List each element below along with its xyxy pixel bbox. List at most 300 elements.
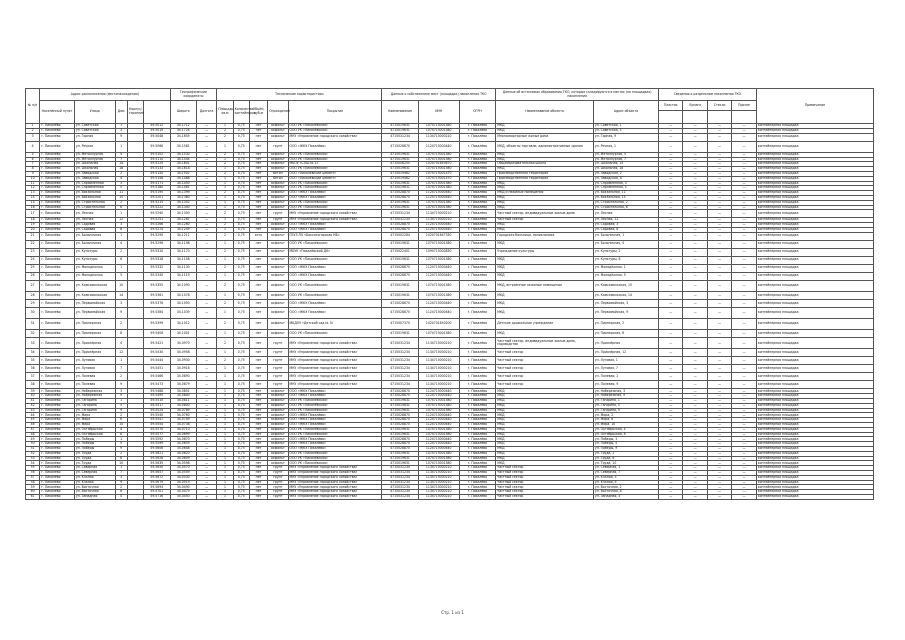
- row-lat: 59.5251: [144, 218, 171, 223]
- row-owner-address: г. Пикалёво: [459, 432, 496, 437]
- row-note: контейнерная площадка: [756, 475, 873, 480]
- row-sort-paper: —: [683, 191, 707, 196]
- row-settlement: г. Пикалёво: [40, 141, 75, 152]
- row-source-address: ул. Металлургов, 5: [593, 152, 658, 157]
- row-volume: 0,75: [233, 141, 249, 152]
- row-volume: 0,75: [233, 195, 249, 200]
- row-house: 10: [115, 280, 127, 291]
- row-sort-paper: —: [683, 466, 707, 471]
- waste-sites-register-table: [25, 88, 874, 500]
- row-count: 1: [217, 227, 233, 232]
- row-owner-ogrn: 1134715000210: [418, 471, 459, 476]
- row-count: 1: [217, 437, 233, 442]
- row-surface: асфальт: [268, 133, 288, 141]
- row-source-name: МКД: [496, 456, 594, 461]
- row-street: ул. Октябрьская: [74, 432, 115, 437]
- row-lon: 34.0800: [170, 403, 196, 408]
- row-volume: 0,75: [233, 394, 249, 399]
- row-volume: 0,75: [233, 461, 249, 466]
- row-fence: нет: [249, 200, 267, 205]
- row-num: 25: [26, 264, 40, 272]
- row-sort-plastic: —: [659, 423, 683, 428]
- row-owner-name: ООО УК «Пикалёвская»: [288, 181, 382, 186]
- row-owner-inn: 4715031234: [382, 338, 419, 349]
- row-owner-inn: 4715028870: [382, 389, 419, 394]
- row-note: контейнерная площадка: [756, 338, 873, 349]
- row-volume: 0,75: [233, 451, 249, 456]
- row-area: —: [196, 264, 216, 272]
- row-lat: 59.5399: [144, 319, 171, 330]
- row-volume: 0,75: [233, 200, 249, 205]
- row-owner-ogrn: 1074715001580: [418, 124, 459, 129]
- row-house: 1: [115, 437, 127, 442]
- row-sort-other: —: [732, 191, 756, 196]
- row-owner-address: г. Пикалёво: [459, 389, 496, 394]
- row-note: контейнерная площадка: [756, 210, 873, 218]
- row-owner-ogrn: 1134715000210: [418, 365, 459, 373]
- row-house: 8: [115, 490, 127, 495]
- row-house: 6: [115, 205, 127, 210]
- row-fence: нет: [249, 330, 267, 338]
- row-lat: 59.5158: [144, 176, 171, 181]
- row-lon: 34.1488: [170, 176, 196, 181]
- row-area: —: [196, 408, 216, 413]
- row-source-name: МКД: [496, 299, 594, 307]
- row-owner-name: ООО УК «Пикалёвская»: [288, 186, 382, 191]
- row-owner-name: ООО «ЖКХ Пикалёво»: [288, 299, 382, 307]
- row-settlement: г. Пикалёво: [40, 291, 75, 299]
- row-settlement: г. Пикалёво: [40, 480, 75, 485]
- row-source-name: Частный сектор: [496, 381, 594, 389]
- row-owner-address: г. Пикалёво: [459, 280, 496, 291]
- row-num: 41: [26, 399, 40, 404]
- row-count: 1: [217, 456, 233, 461]
- row-owner-inn: 4715019631: [382, 256, 419, 264]
- row-owner-name: ООО УК «Пикалёвская»: [288, 399, 382, 404]
- row-owner-name: ООО «ЖКХ Пикалёво»: [288, 307, 382, 318]
- row-surface: асфальт: [268, 256, 288, 264]
- row-sort-glass: —: [707, 451, 731, 456]
- row-lat: 59.5635: [144, 461, 171, 466]
- row-source-name: Частный сектор, индивидуальные жилые дома: [496, 210, 594, 218]
- row-owner-address: г. Пикалёво: [459, 299, 496, 307]
- row-count: 2: [217, 299, 233, 307]
- row-settlement: г. Пикалёво: [40, 299, 75, 307]
- row-source-address: ул. Строительная, 6: [593, 205, 658, 210]
- row-settlement: г. Пикалёво: [40, 200, 75, 205]
- row-lat: 59.5679: [144, 480, 171, 485]
- row-sort-other: —: [732, 264, 756, 272]
- row-house: 2: [115, 373, 127, 381]
- row-source-name: Частный сектор: [496, 218, 594, 223]
- row-area: —: [196, 280, 216, 291]
- row-building: [127, 248, 143, 256]
- row-building: [127, 272, 143, 280]
- row-volume: 0,75: [233, 437, 249, 442]
- row-sort-other: —: [732, 466, 756, 471]
- row-lat: 59.5340: [144, 272, 171, 280]
- row-street: ул. Спрямлённая: [74, 186, 115, 191]
- row-owner-name: ООО УК «Пикалёвская»: [288, 200, 382, 205]
- row-volume: 0,75: [233, 490, 249, 495]
- row-owner-ogrn: 1074715001580: [418, 256, 459, 264]
- row-source-name: МКД: [496, 437, 594, 442]
- row-sort-other: —: [732, 176, 756, 181]
- row-note: контейнерная площадка: [756, 373, 873, 381]
- row-house: 12: [115, 349, 127, 357]
- row-owner-address: г. Пикалёво: [459, 272, 496, 280]
- col-sort-plastic-header: Пластик: [659, 101, 683, 111]
- row-settlement: г. Пикалёво: [40, 307, 75, 318]
- row-owner-address: г. Пикалёво: [459, 381, 496, 389]
- row-street: ул. Культуры: [74, 256, 115, 264]
- row-area: —: [196, 152, 216, 157]
- row-sort-paper: —: [683, 451, 707, 456]
- row-note: контейнерная площадка: [756, 427, 873, 432]
- row-source-name: МКД: [496, 264, 594, 272]
- row-street: ул. Южная: [74, 480, 115, 485]
- row-source-address: ул. Больничная, 4: [593, 240, 658, 248]
- row-owner-ogrn: 1074715001580: [418, 432, 459, 437]
- row-sort-plastic: —: [659, 456, 683, 461]
- row-owner-address: г. Пикалёво: [459, 133, 496, 141]
- row-volume: 0,75: [233, 413, 249, 418]
- row-sort-paper: —: [683, 413, 707, 418]
- row-street: ул. Речная: [74, 141, 115, 152]
- row-sort-paper: —: [683, 223, 707, 228]
- row-source-address: ул. Гагарина, 1: [593, 399, 658, 404]
- row-owner-ogrn: 1134715000210: [418, 480, 459, 485]
- row-owner-inn: 4715028870: [382, 307, 419, 318]
- row-owner-name: МБОУ «СОШ № 1»: [288, 162, 382, 167]
- row-num: 39: [26, 389, 40, 394]
- row-owner-name: МКУ «Управление городского хозяйства»: [288, 495, 382, 500]
- row-lon: 34.1198: [170, 240, 196, 248]
- row-area: —: [196, 432, 216, 437]
- row-count: 2: [217, 264, 233, 272]
- row-source-address: ул. Октябрьская, 4: [593, 427, 658, 432]
- row-settlement: г. Пикалёво: [40, 256, 75, 264]
- row-source-address: ул. Гагарина, 5: [593, 403, 658, 408]
- row-sort-glass: —: [707, 357, 731, 365]
- row-source-name: МКД: [496, 256, 594, 264]
- row-owner-inn: 4715031234: [382, 373, 419, 381]
- row-sort-glass: —: [707, 264, 731, 272]
- row-sort-plastic: —: [659, 418, 683, 423]
- row-sort-paper: —: [683, 124, 707, 129]
- row-building: [127, 210, 143, 218]
- row-sort-other: —: [732, 280, 756, 291]
- row-sort-plastic: —: [659, 349, 683, 357]
- row-owner-name: МКУ «Управление городского хозяйства»: [288, 381, 382, 389]
- row-sort-plastic: —: [659, 442, 683, 447]
- row-note: контейнерная площадка: [756, 232, 873, 240]
- row-area: —: [196, 133, 216, 141]
- row-street: ул. Мира: [74, 423, 115, 428]
- row-sort-plastic: —: [659, 152, 683, 157]
- row-volume: 0,75: [233, 389, 249, 394]
- row-num: 29: [26, 299, 40, 307]
- row-sort-plastic: —: [659, 357, 683, 365]
- row-num: 46: [26, 423, 40, 428]
- row-sort-paper: —: [683, 365, 707, 373]
- row-source-address: ул. Горная, 9: [593, 133, 658, 141]
- row-owner-ogrn: 1124715000440: [418, 299, 459, 307]
- table-row: [26, 232, 874, 240]
- row-fence: нет: [249, 307, 267, 318]
- row-sort-glass: —: [707, 485, 731, 490]
- row-area: —: [196, 394, 216, 399]
- row-count: 1: [217, 394, 233, 399]
- row-surface: грунт: [268, 365, 288, 373]
- row-num: 21: [26, 232, 40, 240]
- row-source-name: Учреждение культуры: [496, 248, 594, 256]
- row-note: контейнерная площадка: [756, 157, 873, 162]
- row-surface: грунт: [268, 141, 288, 152]
- row-source-name: МКД: [496, 272, 594, 280]
- row-lat: 59.5290: [144, 232, 171, 240]
- row-street: ул. Гагарина: [74, 403, 115, 408]
- row-owner-ogrn: 1074715001580: [418, 157, 459, 162]
- col-sort-other-header: Прочее: [732, 101, 756, 111]
- row-street: ул. Победы: [74, 447, 115, 452]
- row-area: —: [196, 167, 216, 172]
- row-lon: 34.1655: [170, 133, 196, 141]
- row-owner-inn: 4715006200: [382, 162, 419, 167]
- row-sort-glass: —: [707, 181, 731, 186]
- row-settlement: г. Пикалёво: [40, 227, 75, 232]
- row-owner-ogrn: 1134715000210: [418, 218, 459, 223]
- row-building: [127, 338, 143, 349]
- row-lon: 34.1260: [170, 223, 196, 228]
- row-volume: 0,75: [233, 408, 249, 413]
- row-lat: 59.5110: [144, 157, 171, 162]
- row-sort-other: —: [732, 223, 756, 228]
- row-fence: нет: [249, 205, 267, 210]
- row-settlement: г. Пикалёво: [40, 394, 75, 399]
- row-source-address: ул. Южная, 9: [593, 480, 658, 485]
- col-area-header: Площадь, кв.м: [217, 101, 233, 124]
- row-owner-name: ООО УК «Пикалёвская»: [288, 205, 382, 210]
- row-num: 19: [26, 223, 40, 228]
- row-area: —: [196, 373, 216, 381]
- row-area: —: [196, 299, 216, 307]
- row-sort-plastic: —: [659, 200, 683, 205]
- row-volume: 0,75: [233, 152, 249, 157]
- row-owner-ogrn: 1074715001470: [418, 171, 459, 176]
- row-owner-address: г. Пикалёво: [459, 248, 496, 256]
- row-sort-glass: —: [707, 299, 731, 307]
- row-owner-ogrn: 1074715001580: [418, 186, 459, 191]
- row-owner-inn: 4715019631: [382, 152, 419, 157]
- row-owner-address: г. Пикалёво: [459, 240, 496, 248]
- row-building: [127, 373, 143, 381]
- row-owner-name: ООО УК «Пикалёвская»: [288, 427, 382, 432]
- row-count: 1: [217, 389, 233, 394]
- row-lon: 34.0530: [170, 475, 196, 480]
- row-lat: 59.5672: [144, 475, 171, 480]
- row-fence: нет: [249, 319, 267, 330]
- row-owner-ogrn: 1074715001580: [418, 427, 459, 432]
- row-num: 47: [26, 427, 40, 432]
- row-note: контейнерная площадка: [756, 280, 873, 291]
- row-owner-inn: 4715031234: [382, 495, 419, 500]
- row-sort-other: —: [732, 437, 756, 442]
- row-count: 1: [217, 373, 233, 381]
- row-owner-name: МКУ «Управление городского хозяйства»: [288, 365, 382, 373]
- row-sort-plastic: —: [659, 461, 683, 466]
- row-num: 12: [26, 186, 40, 191]
- row-lon: 34.1399: [170, 191, 196, 196]
- row-volume: 0,75: [233, 495, 249, 500]
- row-sort-other: —: [732, 141, 756, 152]
- row-sort-plastic: —: [659, 167, 683, 172]
- row-surface: асфальт: [268, 456, 288, 461]
- row-settlement: г. Пикалёво: [40, 485, 75, 490]
- row-owner-ogrn: 1124715000440: [418, 272, 459, 280]
- row-sort-plastic: —: [659, 181, 683, 186]
- row-note: контейнерная площадка: [756, 256, 873, 264]
- row-owner-ogrn: 1134715000210: [418, 338, 459, 349]
- row-sort-paper: —: [683, 418, 707, 423]
- row-lon: 34.1380: [170, 195, 196, 200]
- row-sort-other: —: [732, 423, 756, 428]
- row-num: 52: [26, 451, 40, 456]
- row-owner-ogrn: 1134715000210: [418, 133, 459, 141]
- row-settlement: г. Пикалёво: [40, 365, 75, 373]
- row-street: ул. Первомайская: [74, 299, 115, 307]
- row-owner-name: ООО «ЖКХ Пикалёво»: [288, 394, 382, 399]
- row-source-name: МКД: [496, 451, 594, 456]
- row-volume: 0,75: [233, 232, 249, 240]
- row-settlement: г. Пикалёво: [40, 399, 75, 404]
- row-note: контейнерная площадка: [756, 200, 873, 205]
- row-street: ул. Строительная: [74, 200, 115, 205]
- row-owner-ogrn: 1074715001580: [418, 152, 459, 157]
- row-settlement: г. Пикалёво: [40, 223, 75, 228]
- row-owner-address: г. Пикалёво: [459, 447, 496, 452]
- row-lat: 59.5554: [144, 423, 171, 428]
- row-fence: нет: [249, 176, 267, 181]
- row-area: —: [196, 427, 216, 432]
- row-fence: нет: [249, 171, 267, 176]
- row-source-name: МКД: [496, 413, 594, 418]
- row-sort-glass: —: [707, 171, 731, 176]
- row-note: контейнерная площадка: [756, 399, 873, 404]
- row-surface: асфальт: [268, 408, 288, 413]
- row-owner-name: МКУ «Управление городского хозяйства»: [288, 357, 382, 365]
- row-num: 33: [26, 338, 40, 349]
- row-sort-plastic: —: [659, 394, 683, 399]
- row-count: 1: [217, 157, 233, 162]
- row-source-name: Производственная территория: [496, 171, 594, 176]
- row-sort-other: —: [732, 319, 756, 330]
- row-count: 1: [217, 413, 233, 418]
- table-row: [26, 307, 874, 318]
- row-note: контейнерная площадка: [756, 124, 873, 129]
- row-lon: 34.0749: [170, 418, 196, 423]
- row-fence: нет: [249, 495, 267, 500]
- row-settlement: г. Пикалёво: [40, 427, 75, 432]
- row-lon: 34.1158: [170, 256, 196, 264]
- row-owner-name: ООО УК «Пикалёвская»: [288, 403, 382, 408]
- row-surface: асфальт: [268, 319, 288, 330]
- row-count: 1: [217, 490, 233, 495]
- row-num: 42: [26, 403, 40, 408]
- row-owner-inn: 4715019631: [382, 451, 419, 456]
- row-street: ул. Вокзальная: [74, 195, 115, 200]
- row-sort-plastic: —: [659, 299, 683, 307]
- row-fence: нет: [249, 413, 267, 418]
- row-house: 1: [115, 399, 127, 404]
- row-street: ул. Школьная: [74, 167, 115, 172]
- row-fence: нет: [249, 157, 267, 162]
- table-body: [26, 124, 874, 500]
- row-owner-inn: 4715028870: [382, 442, 419, 447]
- row-sort-glass: —: [707, 394, 731, 399]
- row-lon: 34.0851: [170, 389, 196, 394]
- row-volume: 0,75: [233, 272, 249, 280]
- row-street: ул. Строительная: [74, 205, 115, 210]
- row-sort-glass: —: [707, 205, 731, 210]
- row-sort-other: —: [732, 218, 756, 223]
- row-sort-paper: —: [683, 432, 707, 437]
- row-owner-ogrn: 1124715000440: [418, 227, 459, 232]
- row-settlement: г. Пикалёво: [40, 264, 75, 272]
- row-surface: асфальт: [268, 162, 288, 167]
- row-fence: нет: [249, 490, 267, 495]
- row-fence: нет: [249, 381, 267, 389]
- row-area: —: [196, 272, 216, 280]
- row-lat: 59.5495: [144, 394, 171, 399]
- row-street: ул. Мира: [74, 413, 115, 418]
- row-lat: 59.5510: [144, 399, 171, 404]
- row-house: 10: [115, 423, 127, 428]
- row-source-address: ул. Пионерская, 2: [593, 319, 658, 330]
- row-lat: 59.5361: [144, 291, 171, 299]
- row-sort-other: —: [732, 152, 756, 157]
- row-volume: 0,75: [233, 480, 249, 485]
- row-settlement: г. Пикалёво: [40, 466, 75, 471]
- row-house: 14: [115, 291, 127, 299]
- row-count: 1: [217, 408, 233, 413]
- row-owner-name: ООО УК «Пикалёвская»: [288, 280, 382, 291]
- row-source-name: МКД: [496, 205, 594, 210]
- row-fence: нет: [249, 299, 267, 307]
- row-street: ул. Набережная: [74, 389, 115, 394]
- row-note: контейнерная площадка: [756, 167, 873, 172]
- row-sort-paper: —: [683, 461, 707, 466]
- row-source-address: ул. Луговая, 7: [593, 365, 658, 373]
- row-street: ул. Луговая: [74, 357, 115, 365]
- row-sort-other: —: [732, 195, 756, 200]
- row-surface: асфальт: [268, 447, 288, 452]
- row-lat: 59.5570: [144, 427, 171, 432]
- row-settlement: г. Пикалёво: [40, 280, 75, 291]
- row-sort-other: —: [732, 485, 756, 490]
- row-owner-ogrn: 1124715000440: [418, 437, 459, 442]
- row-sort-glass: —: [707, 423, 731, 428]
- row-sort-glass: —: [707, 330, 731, 338]
- row-note: контейнерная площадка: [756, 264, 873, 272]
- row-sort-paper: —: [683, 272, 707, 280]
- row-sort-glass: —: [707, 240, 731, 248]
- row-num: 16: [26, 205, 40, 210]
- row-sort-other: —: [732, 451, 756, 456]
- row-owner-ogrn: 1134715000210: [418, 357, 459, 365]
- row-source-address: ул. Больничная, 1: [593, 232, 658, 240]
- row-settlement: г. Пикалёво: [40, 413, 75, 418]
